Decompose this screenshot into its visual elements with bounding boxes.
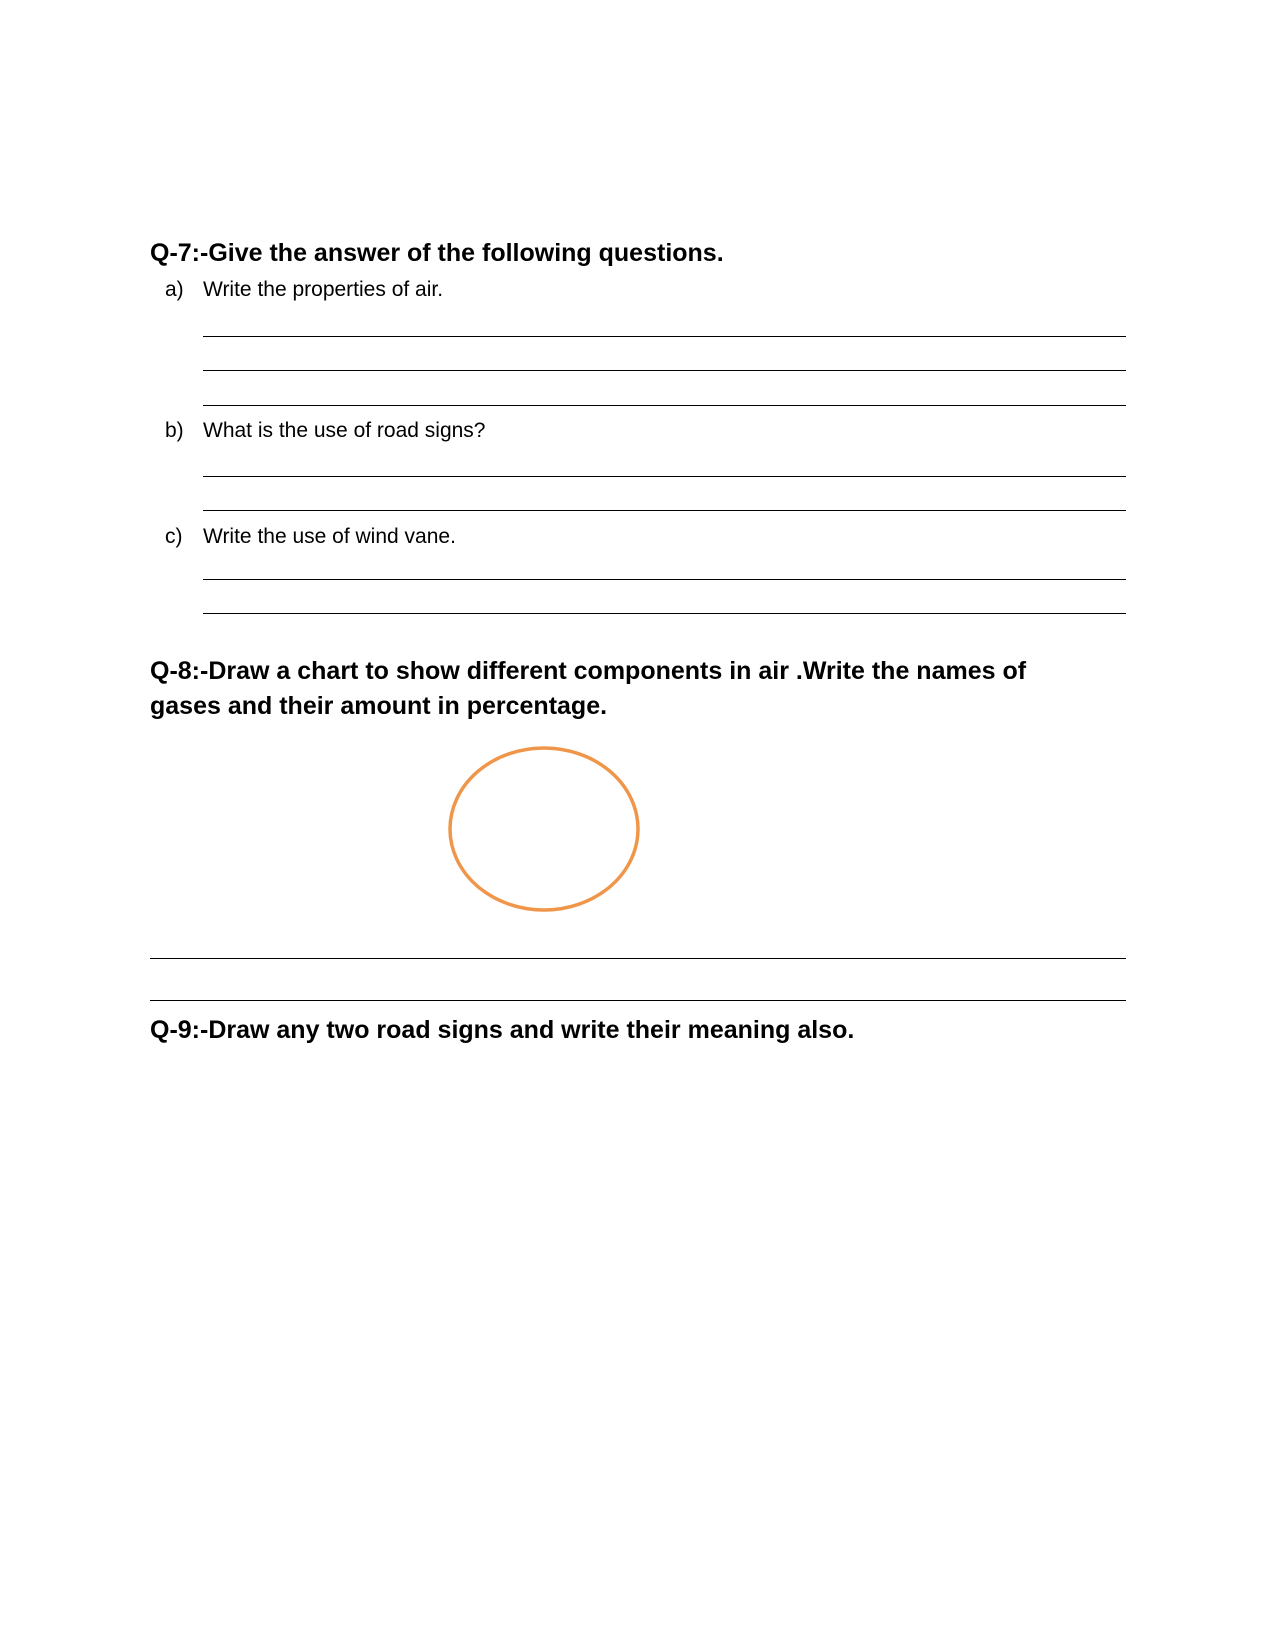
q7-item-a-text: Write the properties of air. xyxy=(203,278,444,301)
q7-item-a xyxy=(165,276,443,304)
q9-heading: Q-9:-Draw any two road signs and write their meaning also. xyxy=(150,1016,855,1044)
answer-line[interactable] xyxy=(203,613,1126,614)
answer-line[interactable] xyxy=(150,958,1126,959)
q7-item-c xyxy=(165,523,456,551)
answer-line[interactable] xyxy=(150,1000,1126,1001)
answer-line[interactable] xyxy=(203,476,1126,477)
q7-item-b-text: What is the use of road signs? xyxy=(203,419,486,442)
answer-line[interactable] xyxy=(203,579,1126,580)
q8-heading-line-1: Q-8:-Draw a chart to show different components in air .Write the names of xyxy=(150,657,1027,685)
q7-item-b xyxy=(165,417,486,445)
chart-circle xyxy=(450,748,638,910)
answer-line[interactable] xyxy=(203,510,1126,511)
answer-line[interactable] xyxy=(203,405,1126,406)
answer-line[interactable] xyxy=(203,336,1126,337)
q7-item-c-text: Write the use of wind vane. xyxy=(203,525,456,548)
q7-item-c-marker: c) xyxy=(165,525,183,548)
q7-heading: Q-7:-Give the answer of the following questions. xyxy=(150,239,724,267)
answer-line[interactable] xyxy=(203,370,1126,371)
q7-item-b-marker: b) xyxy=(165,419,184,442)
chart-circle-outline[interactable] xyxy=(448,746,640,912)
q7-item-a-marker: a) xyxy=(165,278,184,301)
q8-heading-line-2: gases and their amount in percentage. xyxy=(150,692,608,720)
